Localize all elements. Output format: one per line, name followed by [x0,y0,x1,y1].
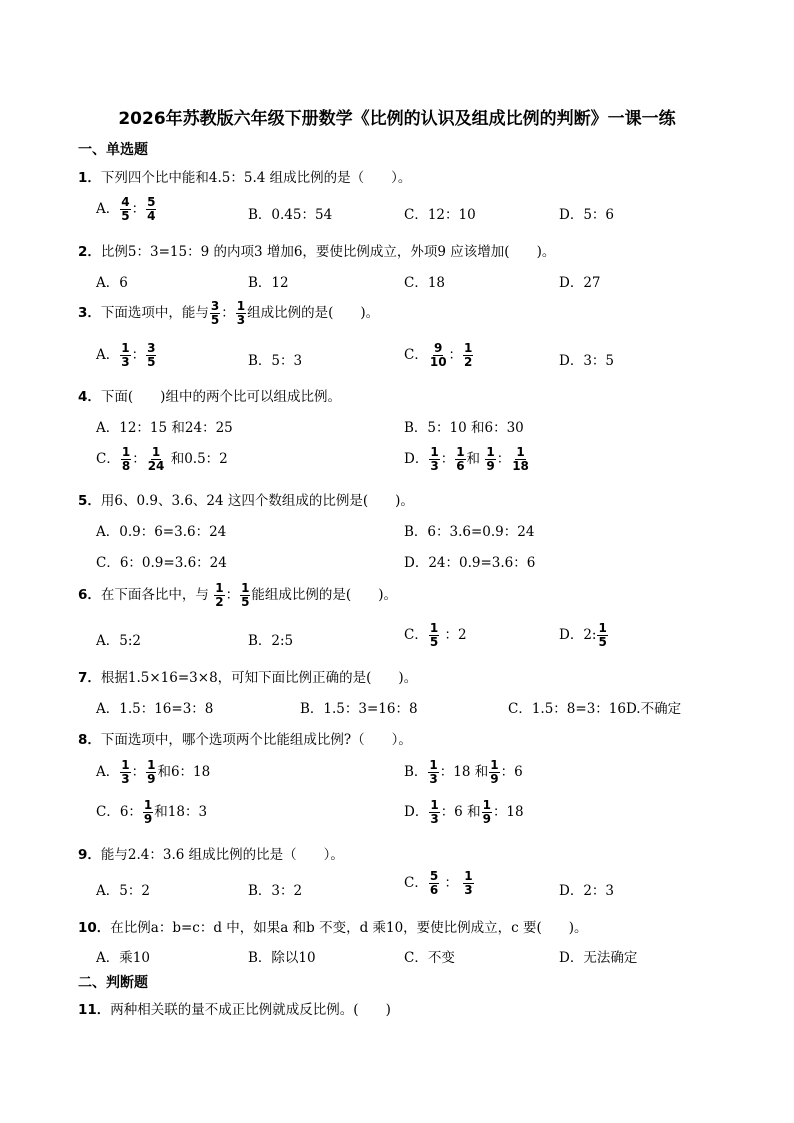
question-text: 根据1.5×16=3×8，可知下面比例正确的是( )。 [100,670,418,686]
q7-option-a[interactable]: A．1.5：16=3：8 [96,701,214,717]
option-letter: A． [96,201,120,217]
question-number: 8． [78,732,101,748]
option-text: ：6 [500,764,523,780]
question-text: 两种相关联的量不成正比例就成反比例。( ) [110,1002,391,1018]
fraction: $\frac{1}{8}$ [121,445,131,473]
option-letter: A． [96,347,120,363]
ratio-separator: ： [131,764,146,780]
q9-option-c[interactable] [404,870,475,897]
ratio-separator: ： [131,201,146,217]
q4-option-a[interactable]: A．12：15 和24：25 [96,420,233,436]
fraction: $\frac{1}{5}$ [598,621,607,649]
page-title: 2026年苏教版六年级下册数学《比例的认识及组成比例的判断》一课一练 [118,109,676,129]
option-letter: D． [404,451,429,467]
question-number: 5． [78,493,101,509]
fraction: $\frac{1}{3}$ [430,445,439,473]
q9-option-d[interactable]: D．2：3 [559,883,615,899]
q5-option-a[interactable]: A．0.9：6=3.6：24 [96,524,227,540]
q3-option-d[interactable]: D．3：5 [559,353,615,369]
q10-option-c[interactable]: C．不变 [404,950,455,966]
question-8 [78,728,412,748]
fraction: $\frac{1}{9}$ [486,445,495,473]
q1-option-a[interactable] [96,196,157,223]
fraction: $\frac{1}{6}$ [456,445,465,473]
question-number: 3． [78,305,101,321]
q5-option-b[interactable]: B．6：3.6=0.9：24 [404,524,535,540]
option-text: 和6：18 [157,764,211,780]
option-letter: C． [96,451,120,467]
option-letter: A． [96,764,120,780]
question-number: 4． [78,389,101,405]
q10-option-d[interactable]: D．无法确定 [559,950,638,966]
question-text: 能组成比例的是( )。 [251,587,397,603]
question-7 [78,666,417,686]
fraction: $\frac{1}{3}$ [430,798,439,826]
fraction: $\frac{1}{3}$ [464,869,473,897]
q10-option-b[interactable]: B．除以10 [248,950,316,966]
ratio-separator: ： [496,451,511,467]
question-text: 下面选项中，哪个选项两个比能组成比例?（ ）。 [100,732,412,748]
option-letter: C． [404,347,428,363]
q1-option-b[interactable]: B．0.45：54 [248,207,333,223]
q8-option-a[interactable] [96,759,210,786]
option-text: ：2 [440,627,467,643]
question-1 [78,166,411,186]
option-text: 和0.5：2 [166,451,228,467]
ratio-separator: ： [131,347,146,363]
question-number: 7． [78,670,101,686]
option-text: 和18：3 [154,804,208,820]
fraction: $\frac{1}{5}$ [429,621,439,649]
q1-option-d[interactable]: D．5：6 [559,207,615,223]
q9-option-a[interactable]: A．5：2 [96,883,150,899]
question-number: 10． [78,920,111,936]
fraction: $\frac{3}{5}$ [210,299,220,327]
fraction: $\frac{1}{3}$ [236,299,246,327]
q9-option-b[interactable]: B．3：2 [248,883,303,899]
section-heading-true-false: 二、判断题 [78,975,148,991]
question-4 [78,385,341,405]
fraction: $\frac{1}{24}$ [147,445,165,473]
question-text: 下面( )组中的两个比可以组成比例。 [100,389,341,405]
fraction: $\frac{5}{6}$ [429,869,439,897]
fraction: $\frac{4}{5}$ [121,195,130,223]
q6-option-b[interactable]: B．2:5 [248,633,294,649]
option-letter: B． [404,764,428,780]
ratio-separator: ： [132,451,146,467]
question-text: 比例5：3=15：9 的内项3 增加6，要使比例成立，外项9 应该增加( )。 [100,244,556,260]
q2-option-d[interactable]: D．27 [559,275,601,291]
option-letter: C． [404,627,428,643]
fraction: $\frac{3}{5}$ [147,341,156,369]
q6-option-d[interactable] [559,622,609,649]
question-number: 6． [78,587,101,603]
q4-option-c[interactable] [96,446,228,473]
question-number: 1． [78,170,101,186]
q2-option-c[interactable]: C．18 [404,275,446,291]
ratio-separator: ： [440,451,455,467]
q6-option-a[interactable]: A．5:2 [96,633,141,649]
fraction: $\frac{1}{2}$ [464,341,473,369]
q3-option-b[interactable]: B．5：3 [248,353,303,369]
q5-option-d[interactable]: D．24：0.9=3.6：6 [404,555,536,571]
option-letter: C． [404,875,428,891]
option-text: ：18 [492,804,524,820]
option-letter: D． [404,804,429,820]
fraction: $\frac{1}{3}$ [429,758,438,786]
question-text: 组成比例的是( )。 [247,305,380,321]
question-text: 下面选项中，能与 [100,305,209,321]
q8-option-d[interactable] [404,799,524,826]
question-9 [78,843,344,863]
question-text: 用6、0.9、3.6、24 这四个数组成的比例是( )。 [100,493,414,509]
ratio-separator: ： [221,305,235,321]
option-text: ：6 和 [440,804,481,820]
fraction: $\frac{1}{5}$ [241,581,250,609]
fraction: $\frac{1}{9}$ [143,798,153,826]
question-number: 11． [78,1002,111,1018]
fraction: $\frac{1}{2}$ [215,581,224,609]
option-text: ：18 和 [439,764,489,780]
q6-option-c[interactable] [404,622,467,649]
section-heading-single-choice: 一、单选题 [78,142,148,158]
option-letter: C．6： [96,804,142,820]
q2-option-b[interactable]: B．12 [248,275,289,291]
q1-option-c[interactable]: C．12：10 [404,207,476,223]
q8-option-b[interactable] [404,759,523,786]
question-5 [78,489,414,509]
ratio-separator: ： [225,587,240,603]
q3-option-a[interactable] [96,342,157,369]
question-text: 下列四个比中能和4.5：5.4 组成比例的是（ ）。 [100,170,412,186]
question-text: 在比例a：b=c：d 中，如果a 和b 不变，d 乘10，要使比例成立，c 要( )。 [110,920,588,936]
question-2 [78,240,555,260]
fraction: $\frac{1}{9}$ [147,758,156,786]
question-number: 2． [78,244,101,260]
q5-option-c[interactable]: C．6：0.9=3.6：24 [96,555,227,571]
ratio-separator: ： [448,347,463,363]
option-letter: D．2: [559,627,597,643]
q4-option-d[interactable] [404,446,531,473]
question-text: 在下面各比中，与 [100,587,214,603]
question-10 [78,916,588,936]
question-11 [78,998,391,1018]
fraction: $\frac{1}{9}$ [482,798,491,826]
q10-option-a[interactable]: A．乘10 [96,950,150,966]
question-6 [78,582,397,609]
q7-option-c[interactable]: C．1.5：8=3：16D.不确定 [508,701,682,717]
q2-option-a[interactable]: A．6 [96,275,128,291]
fraction: $\frac{1}{9}$ [490,758,499,786]
question-number: 9． [78,847,101,863]
q8-option-c[interactable] [96,799,207,826]
fraction: $\frac{9}{10}$ [429,341,447,369]
q7-option-b[interactable]: B．1.5：3=16：8 [300,701,418,717]
q3-option-c[interactable] [404,342,474,369]
fraction: $\frac{1}{3}$ [121,341,130,369]
question-3 [78,300,379,327]
option-text: 和 [466,451,485,467]
question-text: 能与2.4：3.6 组成比例的比是（ ）。 [100,847,344,863]
q4-option-b[interactable]: B．5：10 和6：30 [404,420,524,436]
fraction: $\frac{5}{4}$ [147,195,156,223]
ratio-separator: ： [440,875,463,891]
fraction: $\frac{1}{3}$ [121,758,130,786]
fraction: $\frac{1}{18}$ [512,445,529,473]
